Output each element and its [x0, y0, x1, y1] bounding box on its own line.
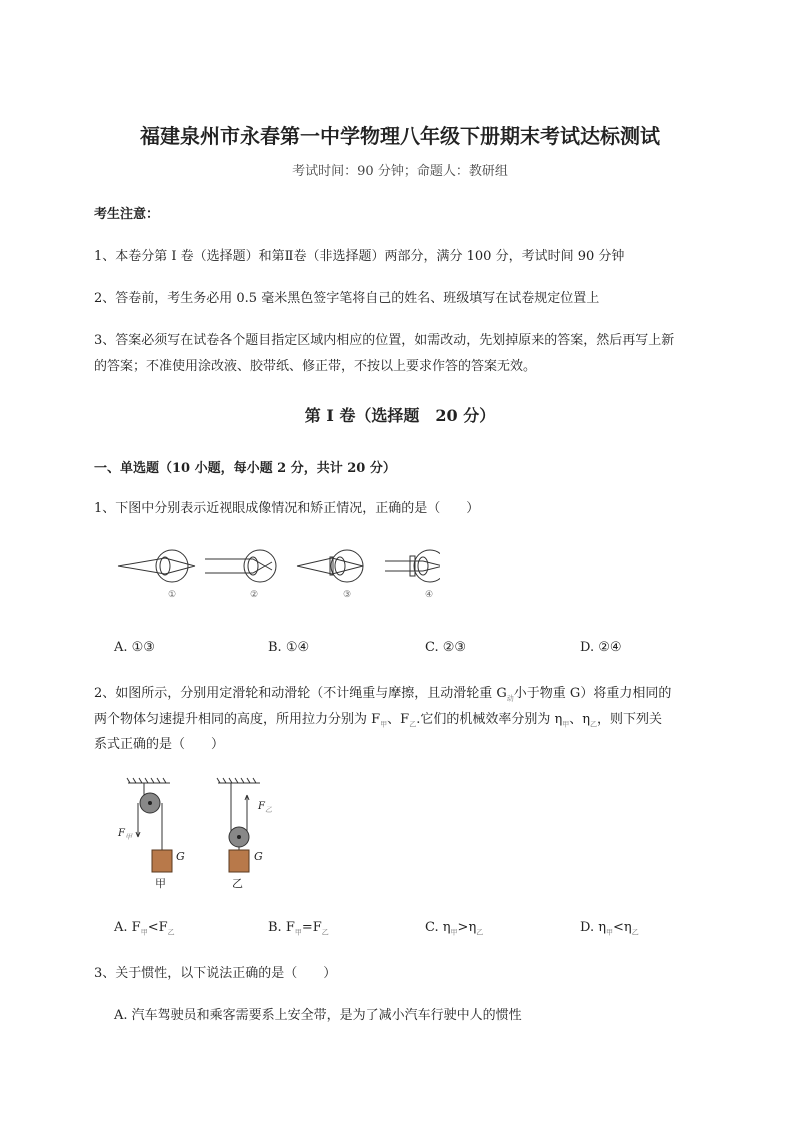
force-label-yi: $F_乙$ — [258, 801, 272, 814]
eye-diagram-1 — [118, 550, 195, 582]
exam-subtitle: 考试时间：90 分钟；命题人：教研组 — [292, 164, 508, 179]
question-3-stem: 3、关于惯性，以下说法正确的是（ ） — [94, 966, 337, 981]
eye-diagram-2 — [205, 550, 276, 582]
pulley-diagram — [110, 775, 290, 890]
notice-item: 2、答卷前，考生务必用 0.5 毫米黑色签字笔将自己的姓名、班级填写在试卷规定位置上 — [94, 291, 600, 306]
weight-label: G — [254, 850, 263, 863]
option-b[interactable]: B. $F_甲=F_乙$ — [268, 920, 329, 937]
fig-label: ③ — [343, 590, 352, 600]
question-2-line: 2、如图所示，分别用定滑轮和动滑轮（不计绳重与摩擦，且动滑轮重 $G_动$小于物重 G）将重力相同的 — [94, 686, 672, 703]
eye-diagrams — [110, 548, 440, 608]
option-c[interactable]: C. ②③ — [425, 640, 467, 655]
notice-heading: 考生注意： — [94, 207, 160, 222]
fig-label: ① — [168, 590, 177, 600]
notice-item: 3、答案必须写在试卷各个题目指定区域内相应的位置，如需改动，先划掉原来的答案，然后再写上新 — [94, 333, 675, 348]
fig-label: ④ — [425, 590, 434, 600]
question-1-stem: 1、下图中分别表示近视眼成像情况和矫正情况，正确的是（ ） — [94, 501, 480, 516]
question-2-line: 两个物体匀速提升相同的高度，所用拉力分别为 $F_甲$、$F_乙$.它们的机械效率分别为 $\eta_甲$、$\eta_乙$，则下列关 — [94, 712, 663, 729]
option-a[interactable]: A. 汽车驾驶员和乘客需要系上安全带，是为了减小汽车行驶中人的惯性 — [114, 1008, 522, 1023]
label-yi: 乙 — [232, 877, 243, 890]
notice-item: 1、本卷分第 I 卷（选择题）和第Ⅱ卷（非选择题）两部分，满分 100 分，考试时间 90 分钟 — [94, 249, 625, 264]
fig-label: ② — [250, 590, 259, 600]
notice-item: 的答案；不准使用涂改液、胶带纸、修正带，不按以上要求作答的答案无效。 — [94, 359, 537, 374]
exam-title: 福建泉州市永春第一中学物理八年级下册期末考试达标测试 — [140, 124, 660, 148]
weight-label: G — [176, 850, 185, 863]
question-2-line: 系式正确的是（ ） — [94, 737, 225, 752]
part-heading: 一、单选题（10 小题，每小题 2 分，共计 20 分） — [94, 461, 396, 476]
option-a[interactable]: A. $F_甲<F_乙$ — [114, 920, 175, 937]
label-jia: 甲 — [155, 877, 166, 890]
option-a[interactable]: A. ①③ — [114, 640, 155, 655]
force-label-jia: $F_甲$ — [118, 828, 132, 841]
option-c[interactable]: C. $\eta_甲>\eta_乙$ — [425, 920, 484, 937]
eye-diagram-4 — [385, 550, 440, 582]
option-d[interactable]: D. ②④ — [580, 640, 622, 655]
option-d[interactable]: D. $\eta_甲<\eta_乙$ — [580, 920, 639, 937]
section-title: 第 I 卷（选择题 20 分） — [304, 406, 496, 425]
option-b[interactable]: B. ①④ — [268, 640, 310, 655]
eye-diagram-3 — [297, 550, 363, 582]
